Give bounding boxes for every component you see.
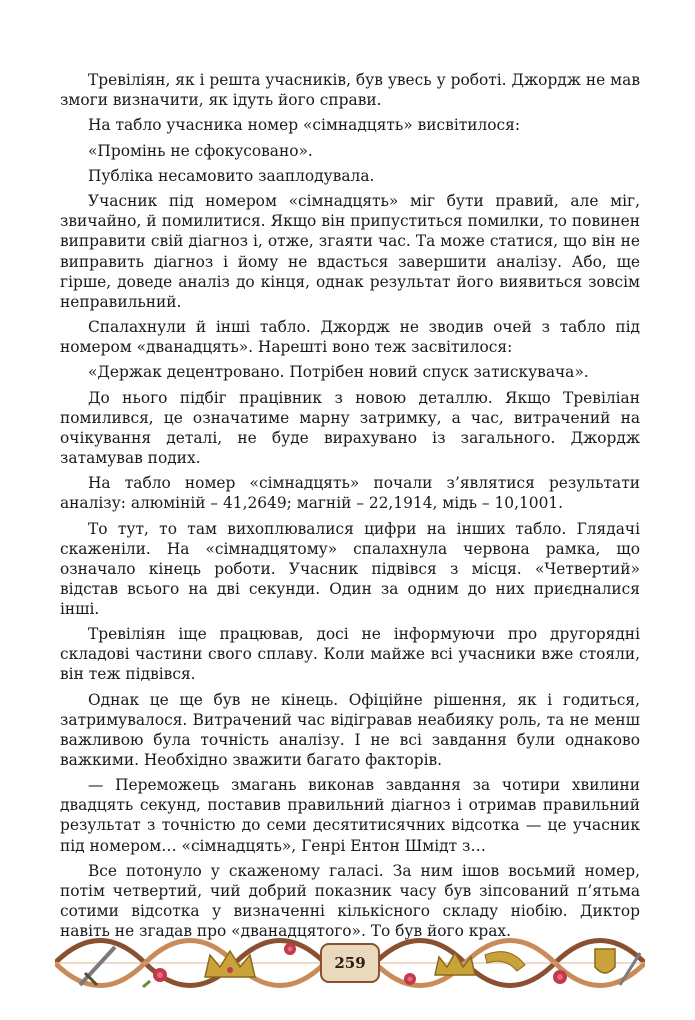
paragraph: Тревіліян іще працював, досі не інформуючи про другорядні складові частини свого сплаву. Коли майже всі учасники вже стояли, він теж підвівся.: [60, 625, 640, 684]
paragraph: «Промінь не сфокусовано».: [88, 141, 313, 160]
paragraph: — Переможець змагань виконав завдання за чотири хвилини двадцять секунд, поставив правильний діагноз і отримав правильний результат з точністю до семи десятитисячних відсотка — це учасник під номером… «сімнадцять», Генрі Ентон Шмідт з…: [60, 776, 640, 855]
paragraph: Публіка несамовито зааплодувала.: [88, 166, 375, 185]
paragraph: На табло номер «сімнадцять» почали з’являтися результати аналізу: алюміній – 41,2649; магній – 22,1914, мідь – 10,1001.: [60, 474, 640, 513]
body-text: [60, 70, 640, 946]
page-number: 259: [334, 954, 366, 972]
rose-icon: [404, 973, 416, 985]
paragraph: Спалахнули й інші табло. Джордж не зводив очей з табло під номером «дванадцять». Нарешті воно теж засвітилося:: [60, 317, 640, 357]
paragraph: До нього підбіг працівник з новою деталлю. Якщо Тревіліан помилився, це означатиме марну затримку, а час, витрачений на очікування деталі, не буде вирахувано із загального. Джордж затамував подих.: [60, 388, 640, 467]
rose-icon: [143, 968, 167, 987]
paragraph: Однак це ще був не кінець. Офіційне рішення, як і годиться, затримувалося. Витрачений час відігравав неабияку роль, та не менш важливою була точність аналізу. І не всі завдання були однаково важкими. Необхідно зважити багато факторів.: [60, 690, 640, 769]
paragraph: То тут, то там вихоплювалися цифри на інших табло. Глядачі скаженіли. На «сімнадцятому» спалахнула червона рамка, що означало кінець роботи. Учасник підвівся з місця. «Четвертий» відстав всього на дві секунди. Один за одним до них приєдналися інші.: [60, 519, 640, 618]
rose-icon: [284, 943, 296, 955]
horn-icon: [485, 952, 525, 971]
paragraph: «Держак децентровано. Потрібен новий спуск затискувача».: [88, 363, 589, 382]
paragraph: Тревіліян, як і решта учасників, був увесь у роботі. Джордж не мав змоги визначити, як ідуть його справи.: [60, 71, 640, 110]
shield-icon: [595, 949, 615, 973]
rose-icon: [553, 970, 567, 984]
paragraph: Учасник під номером «сімнадцять» міг бути правий, але міг, звичайно, й помилитися. Якщо він припуститься помилки, то повинен виправити свій діагноз і, отже, згаяти час. Та може статися, що він не виправить діагноз і йому не вдасться завершити аналізу. Або, ще гірше, доведе аналіз до кінця, однак результат його виявиться зовсім неправильний.: [60, 192, 640, 311]
paragraph: Все потонуло у скаженому галасі. За ним ішов восьмий номер, потім четвертий, чий добрий показник часу був зіпсований п’ятьма сотими відсотка у визначенні кількісного складу ніобію. Диктор навіть не згадав про «дванадцятого». То був його крах.: [60, 861, 640, 941]
sword-icon: [80, 947, 115, 985]
paragraph: На табло учасника номер «сімнадцять» висвітилося:: [88, 116, 521, 135]
page-footer-ornament: [55, 925, 645, 1000]
